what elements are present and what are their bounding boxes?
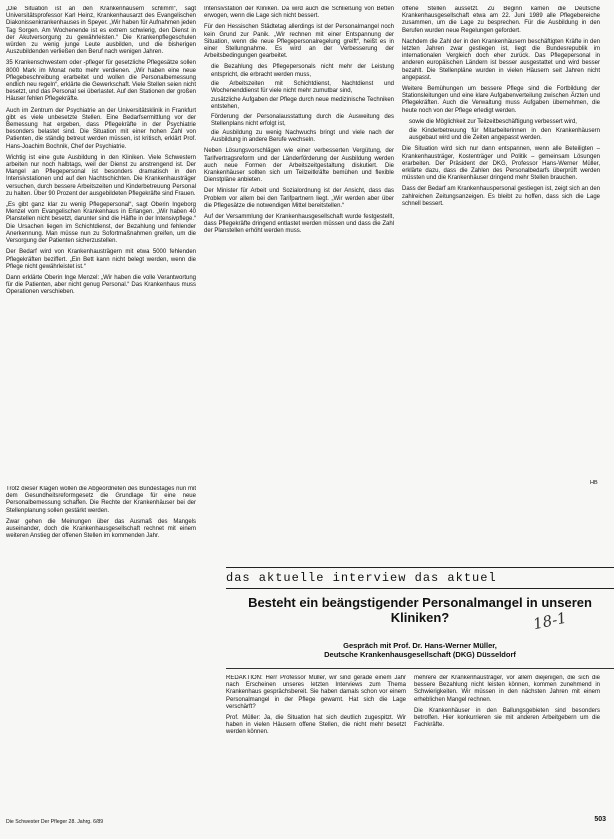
reference-mark: HB	[590, 480, 598, 486]
paragraph: offene Stellen aussetzt. Zu Beginn kamen die Deutsche Krankenhausgesellschaft etwa am 22. Juni 1989 alle Pflegebereiche zusammen, um die Lage zu besprechen. Für die Ausbildung in den Berufen wurden neue Regelungen gefordert.	[402, 6, 600, 34]
paragraph: „Die Situation ist an den Krankenhäusern schlimm“, sagt Universitätsprofessor Karl Heinz, Krankenhausarzt des Evangelischen Diakonissenkrankenhauses in Speyer. „Wir haben für Aufnahmen jeden Tag Sorgen. Am Wochenende ist es extrem schwierig, den Dienst in der Akutversorgung zu gewährleisten.“ Die Krankenpflegeschulen würden zu wenig junge Leute ausbilden, und die bisherigen Auszubildenden verließen den Beruf nach wenigen Jahren.	[6, 6, 196, 56]
paragraph: Dass der Bedarf am Krankenhauspersonal gestiegen ist, zeigt sich an den zahlreichen Zeitungsanzeigen. Es bleibt zu hoffen, dass sich die Lage schnell bessert.	[402, 186, 600, 207]
paragraph: 35 Krankenschwestern oder -pfleger für gesetzliche Pflegesätze sollen 8000 Mark im Monat netto mehr verdienen. „Wir haben eine neue Pflegebeschreibung erarbeitet und wollen die Personalbemessung endlich neu regeln“, erklärte die Gewerkschaft. Viele Stellen seien nicht besetzt, und das Personal sei überlastet. Auf den Stationen der großen Häuser fehlen Pflegekräfte.	[6, 60, 196, 103]
interview-column-2	[414, 675, 600, 812]
paragraph: Der Minister für Arbeit und Sozialordnung ist der Ansicht, dass das Problem vor allem bei den Tarifpartnern liegt. „Wir werden aber über die Pflegesätze die notwendigen Mittel bereitstellen.“	[204, 188, 394, 209]
list-item: • die Ausbildung zu wenig Nachwuchs bringt und viele nach der Ausbildung in andere Berufe wechseln.	[211, 130, 394, 144]
bullet-list	[402, 119, 600, 143]
footer-source: Die Schwester Der Pfleger 28. Jahrg. 6/89	[6, 819, 104, 825]
paragraph: Trotz dieser Klagen wollen die Abgeordneten des Bundestages nun mit dem Gesundheitsreformgesetz die Grundlage für eine neue Personalbemessung schaffen. Die Rechte der Krankenhäuser bei der Stellenplanung sollen gestärkt werden.	[6, 486, 196, 514]
page-footer	[6, 815, 606, 829]
handwritten-note: 18-1	[531, 608, 569, 634]
interview-column-1	[226, 675, 406, 812]
paragraph: Dann erklärte Oberin Inge Menzel: „Wir haben die volle Verantwortung für die Patienten, aber nicht genug Personal.“ Das Krankenhaus muss Operationen verschieben.	[6, 274, 196, 296]
paragraph: REDAKTION: Herr Professor Müller, wir sind gerade einem Jahr nach Erscheinen unseres letzten Interviews zum Thema Krankenhaus gesprächsbereit. Sie haben damals schon vor einem Personalmangel in der Pflege gewarnt. Hat sich die Lage verschärft?	[226, 675, 406, 710]
paragraph: mehrere der Krankenhausträger, vor allem diejenigen, die sich die bessere Bezahlung nicht leisten können, kommen zunehmend in Schwierigkeiten. Wir müssen in den nächsten Jahren mit einem erheblichen Mangel rechnen.	[414, 675, 600, 703]
paragraph: Neben Lösungsvorschlägen wie einer verbesserten Vergütung, der Tarifvertragsreform und der Länderförderung der Ausbildung werden auch neue Formen der Arbeitszeitgestaltung diskutiert. Die Krankenhäuser sollten sich um Teilzeitkräfte bemühen und flexible Dienstpläne anbieten.	[204, 148, 394, 184]
interview-subtitle	[226, 641, 614, 659]
paragraph: Weitere Bemühungen um bessere Pflege sind die Fortbildung der Stationsleitungen und eine klare Aufgabenverteilung zwischen Ärzten und Pflegekräften. Auch die Verwaltung muss Aufgaben übernehmen, die heute noch von der Pflege erledigt werden.	[402, 86, 600, 114]
paragraph: Auf der Versammlung der Krankenhausgesellschaft wurde festgestellt, dass Pflegekräfte dringend entlastet werden müssen und dass die Zahl der Planstellen erhöht werden muss.	[204, 214, 394, 235]
paragraph: Wichtig ist eine gute Ausbildung in den Kliniken. Viele Schwestern arbeiten nur noch halbtags, weil der Dienst zu anstrengend ist. Der Mangel an Pflegepersonal ist besonders dramatisch in den Intensivstationen und auf den Nachtschichten. Die Krankenhausträger versuchen, durch bessere Arbeitszeiten und Kinderbetreuung Personal zu halten. Über 90 Prozent der ausgebildeten Pflegekräfte sind Frauen.	[6, 154, 196, 197]
interview-subtitle-line: Deutsche Krankenhausgesellschaft (DKG) Düsseldorf	[324, 650, 516, 659]
interview-subtitle-line: Gespräch mit Prof. Dr. Hans-Werner Müller,	[343, 641, 497, 650]
paragraph: Prof. Müller: Ja, die Situation hat sich deutlich zugespitzt. Wir haben in vielen Häusern offene Stellen, die nicht mehr besetzt werden können.	[226, 715, 406, 736]
paragraph: Für den Hessischen Städtetag allerdings ist der Personalmangel noch kein Grund zur Panik. „Wir rechnen mit einer Entspannung der Situation, wenn die neue Pflegepersonalregelung greift“, heißt es in einer Stellungnahme. Es wird an der Verbesserung der Arbeitsbedingungen gearbeitet.	[204, 24, 394, 60]
article-column-3	[402, 6, 600, 484]
bullet-list	[204, 64, 394, 144]
paragraph: Nachdem die Zahl der in den Krankenhäusern beschäftigten Kräfte in den letzten Jahren zwar gestiegen ist, liegt die Bundesrepublik im internationalen Vergleich doch eher zurück. Das Pflegepersonal in anderen europäischen Ländern ist besser ausgestattet und wird besser bezahlt. Die Stellenpläne wurden in vielen Häusern seit Jahren nicht angepasst.	[402, 38, 600, 81]
interview-headline: Besteht ein beängstigender Personalmangel in unseren Kliniken?	[248, 595, 592, 625]
article-column-1	[6, 6, 196, 484]
paragraph: „Es gibt ganz klar zu wenig Pflegepersonal“, sagt Oberin Ingeborg Menzel vom Evangelischen Krankenhaus in Erlangen. „Wir haben 40 Planstellen nicht besetzt, darunter sind die Hälfte in der Intensivpflege.“ Die Ursachen liegen im Schichtdienst, der Bezahlung und fehlender Anerkennung. Man müsse nun zu Sofortmaßnahmen greifen, um die Versorgung der Patienten sicherzustellen.	[6, 202, 196, 245]
page-number: 503	[594, 816, 606, 823]
article-column-4	[6, 486, 196, 812]
list-item: • zusätzliche Aufgaben der Pflege durch neue medizinische Techniken entstehen,	[211, 97, 394, 111]
paragraph: Die Krankenhäuser in den Ballungsgebieten sind besonders betroffen. Hier konkurrieren sie mit anderen Arbeitgebern um die Fachkräfte.	[414, 707, 600, 729]
list-item: • die Bezahlung des Pflegepersonals nicht mehr der Leistung entspricht, die erbracht werden muss,	[211, 64, 394, 78]
paragraph: Auch im Zentrum der Psychiatrie an der Universitätsklinik in Frankfurt gibt es viele unbesetzte Stellen. Eine Bedarfsermittlung vor der Bemessung hat ergeben, dass Pflegekräfte in der Psychiatrie besonders belastet sind. Die Situation mit einer hohen Zahl von Patienten, die ständig betreut werden müssen, ist kritisch, erklärt Prof. Hans-Joachim Bochnik, Chef der Psychiatrie.	[6, 107, 196, 150]
interview-banner: das aktuelle interview das aktuel	[226, 567, 614, 589]
list-item: • die Arbeitszeiten mit Schichtdienst, Nachtdienst und Wochenenddienst für viele nicht mehr zumutbar sind,	[211, 81, 394, 95]
paragraph: Intensivstation der Kliniken. Da wird auch die Schließung von Betten erwogen, wenn die Lage sich nicht bessert.	[204, 6, 394, 20]
list-item: • sowie die Möglichkeit zur Teilzeitbeschäftigung verbessert wird,	[409, 119, 600, 126]
paragraph: Die Situation wird sich nur dann entspannen, wenn alle Beteiligten – Krankenhausträger, Kostenträger und Politik – gemeinsam Lösungen erarbeiten. Der Präsident der DKG, Professor Hans-Werner Müller, erklärte dazu, dass die Zahlen des Personalbedarfs überprüft werden müssten und die Krankenhäuser dringend mehr Stellen brauchen.	[402, 146, 600, 182]
article-column-2	[204, 6, 394, 484]
paragraph: Zwar gehen die Meinungen über das Ausmaß des Mangels auseinander, doch die Krankenhausgesellschaft rechnet mit einem weiteren Anstieg der offenen Stellen im kommenden Jahr.	[6, 518, 196, 540]
paragraph: Der Bedarf wird von Krankenhausträgern mit etwa 5000 fehlenden Pflegekräften beziffert. „Ein Bett kann nicht belegt werden, wenn die Pflege nicht gewährleistet ist.“	[6, 249, 196, 270]
list-item: • die Kinderbetreuung für Mitarbeiterinnen in den Krankenhäusern ausgebaut wird und die Zeiten angepasst werden.	[409, 128, 600, 142]
divider	[226, 668, 614, 669]
list-item: • Förderung der Personalausstattung durch die Ausweitung des Stellenplans nicht erfolgt ist,	[211, 114, 394, 128]
